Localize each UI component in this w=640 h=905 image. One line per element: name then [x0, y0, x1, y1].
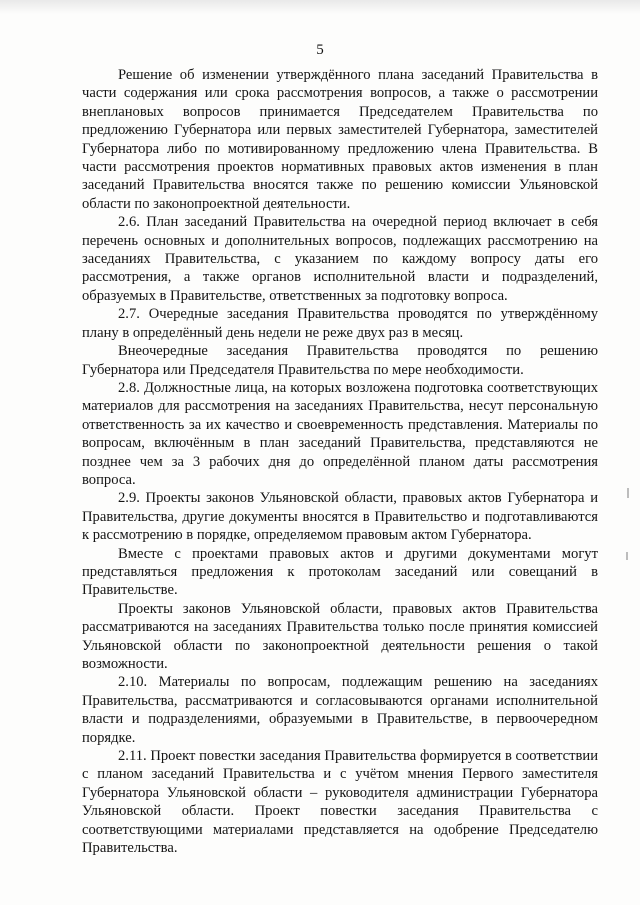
- page-number: 5: [316, 42, 324, 58]
- paragraph-2-8: 2.8. Должностные лица, на которых возложена подготовка соответствующих материалов для рассмотрения на заседаниях Правительства, несут персональную ответственность за их качество и своевременность представления. Материалы по вопросам, включённым в план заседаний Правительства, представляются не позднее чем за 3 рабочих дня до определённой планом даты рассмотрения вопроса.: [82, 379, 598, 488]
- scan-edge-shadow: [0, 0, 640, 14]
- paragraph-plan-changes: Решение об изменении утверждённого плана заседаний Правительства в части содержания или срока рассмотрения вопросов, а также о рассмотрении внеплановых вопросов принимается Председателем Правительства по предложению Губернатора или первых заместителей Губернатора, заместителей Губернатора либо по мотивированному предложению члена Правительства. В части рассмотрения проектов нормативных правовых актов изменения в план заседаний Правительства вносятся также по решению комиссии Ульяновской области по законопроектной деятельности.: [82, 67, 598, 212]
- paragraph-extraordinary-meetings: Внеочередные заседания Правительства проводятся по решению Губернатора или Председателя Правительства по мере необходимости.: [82, 343, 598, 378]
- scan-margin-mark: [626, 552, 628, 560]
- paragraph-2-6: 2.6. План заседаний Правительства на очередной период включает в себя перечень основных и дополнительных вопросов, подлежащих рассмотрению на заседаниях Правительства, с указанием по каждому вопросу даты его рассмотрения, а также органов исполнительной власти и подразделений, образуемых в Правительстве, ответственных за подготовку вопроса.: [82, 214, 598, 304]
- paragraph-2-10: 2.10. Материалы по вопросам, подлежащим решению на заседаниях Правительства, рассматриваются и согласовываются органами исполнительной власти и подразделениями, образуемыми в Правительстве, в первоочередном порядке.: [82, 674, 598, 746]
- paragraph-protocol-proposals: Вместе с проектами правовых актов и другими документами могут представляться предложения к протоколам заседаний или совещаний в Правительстве.: [82, 545, 598, 599]
- paragraph-2-9: 2.9. Проекты законов Ульяновской области, правовых актов Губернатора и Правительства, другие документы вносятся в Правительство и подготавливаются к рассмотрению в порядке, определяемом правовым актом Губернатора.: [82, 490, 598, 544]
- paragraph-2-11: 2.11. Проект повестки заседания Правительства формируется в соответствии с планом заседаний Правительства и с учётом мнения Первого заместителя Губернатора Ульяновской области – руководителя администрации Губернатора Ульяновской области. Проект повестки заседания Правительства с соответствующими материалами представляется на одобрение Председателю Правительства.: [82, 748, 598, 857]
- paragraph-2-7: 2.7. Очередные заседания Правительства проводятся по утверждённому плану в определённый день недели не реже двух раз в месяц.: [82, 306, 598, 341]
- paragraph-law-drafts: Проекты законов Ульяновской области, правовых актов Правительства рассматриваются на заседаниях Правительства только после принятия комиссией Ульяновской области по законопроектной деятельности решения о такой возможности.: [82, 600, 598, 672]
- scan-margin-mark: [627, 488, 629, 498]
- document-body: [82, 66, 598, 857]
